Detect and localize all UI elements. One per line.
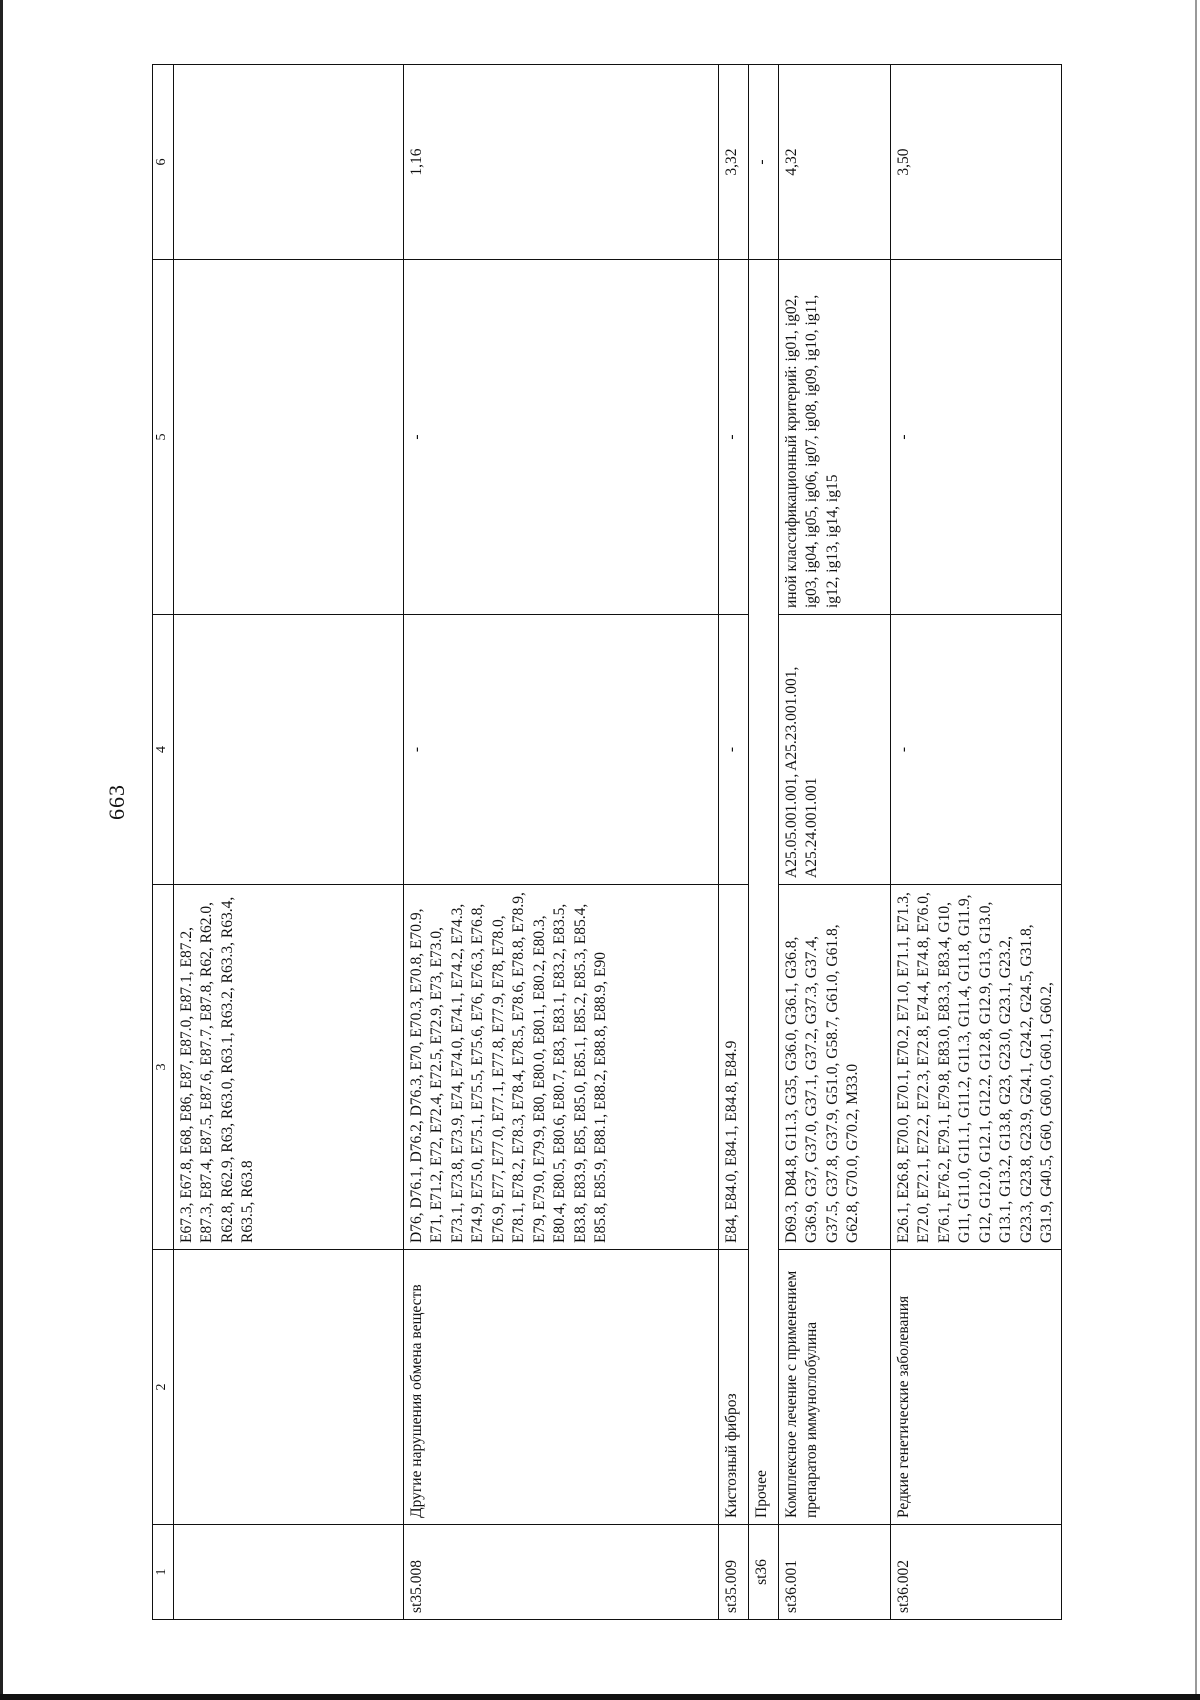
name-cell: Редкие генетические заболевания xyxy=(891,1250,1062,1525)
name-cell xyxy=(174,1250,404,1525)
table-row xyxy=(779,65,891,1620)
tariff-table-frame xyxy=(152,65,1062,1620)
criteria-cell: - xyxy=(891,260,1062,615)
section-title-cell: Прочее xyxy=(749,260,779,1525)
scan-edge-right xyxy=(1195,0,1197,1700)
col-header-3: 3 xyxy=(153,885,174,1250)
col-header-6: 6 xyxy=(153,65,174,260)
name-cell: Кистозный фиброз xyxy=(719,1250,749,1525)
services-cell: - xyxy=(719,615,749,885)
services-cell: - xyxy=(404,615,719,885)
coefficient-cell: 3,32 xyxy=(719,65,749,260)
code-cell: st35.009 xyxy=(719,1525,749,1620)
diagnoses-cell: E26.1, E26.8, E70.0, E70.1, E70.2, E71.0, E71.1, E71.3, E72.0, E72.1, E72.2, E72.3, E72.8, E74.4, E74.8, E76.0, E76.1, E76.2, E79.1, E79.8, E83.0, E83.3, E83.4, G10, G11, G11.0, G11.1, G11.2, G11.3, G11.4, G11.8, G11.9, G12, G12.0, G12.1, G12.2, G12.8, G12.9, G13, G13.0, G13.1, G13.2, G13.8, G23, G23.0, G23.1, G23.2, G23.3, G23.8, G23.9, G24.1, G24.2, G24.5, G31.8, G31.9, G40.5, G60, G60.0, G60.1, G60.2, xyxy=(891,885,1062,1250)
coefficient-cell: 1,16 xyxy=(404,65,719,260)
diagnoses-cell: E84, E84.0, E84.1, E84.8, E84.9 xyxy=(719,885,749,1250)
col-header-1: 1 xyxy=(153,1525,174,1620)
criteria-cell: иной классификационный критерий: ig01, ig02, ig03, ig04, ig05, ig06, ig07, ig08, ig09, ig10, ig11, ig12, ig13, ig14, ig15 xyxy=(779,260,891,615)
diagnoses-cell: D69.3, D84.8, G11.3, G35, G36.0, G36.1, G36.8, G36.9, G37, G37.0, G37.1, G37.2, G37.3, G37.4, G37.5, G37.8, G37.9, G51.0, G58.7, G61.0, G61.8, G62.8, G70.0, G70.2, M33.0 xyxy=(779,885,891,1250)
coefficient-cell: 3,50 xyxy=(891,65,1062,260)
header-row xyxy=(153,65,174,1620)
scan-edge-bottom xyxy=(0,1694,1200,1700)
code-cell: st36.002 xyxy=(891,1525,1062,1620)
services-cell xyxy=(174,615,404,885)
table-row xyxy=(891,65,1062,1620)
col-header-4: 4 xyxy=(153,615,174,885)
code-cell: st36.001 xyxy=(779,1525,891,1620)
coefficient-cell xyxy=(174,65,404,260)
diagnoses-cell: D76, D76.1, D76.2, D76.3, E70, E70.3, E70.8, E70.9, E71, E71.2, E72, E72.4, E72.5, E72.9, E73, E73.0, E73.1, E73.8, E73.9, E74, E74.0, E74.1, E74.2, E74.3, E74.9, E75.0, E75.1, E75.5, E75.6, E76, E76.3, E76.8, E76.9, E77, E77.0, E77.1, E77.8, E77.9, E78, E78.0, E78.1, E78.2, E78.3, E78.4, E78.5, E78.6, E78.8, E78.9, E79, E79.0, E79.9, E80, E80.0, E80.1, E80.2, E80.3, E80.4, E80.5, E80.6, E80.7, E83, E83.1, E83.2, E83.5, E83.8, E83.9, E85, E85.0, E85.1, E85.2, E85.3, E85.4, E85.8, E85.9, E88.1, E88.2, E88.8, E88.9, E90 xyxy=(404,885,719,1250)
diagnoses-cell: E67.3, E67.8, E68, E86, E87, E87.0, E87.1, E87.2, E87.3, E87.4, E87.5, E87.6, E87.7, E87.8, R62, R62.0, R62.8, R62.9, R63, R63.0, R63.1, R63.2, R63.3, R63.4, R63.5, R63.8 xyxy=(174,885,404,1250)
page-number: 663 xyxy=(104,784,129,820)
code-cell: st35.008 xyxy=(404,1525,719,1620)
criteria-cell: - xyxy=(404,260,719,615)
col-header-2: 2 xyxy=(153,1250,174,1525)
name-cell: Комплексное лечение с применением препаратов иммуноглобулина xyxy=(779,1250,891,1525)
criteria-cell: - xyxy=(719,260,749,615)
coefficient-cell: - xyxy=(749,65,779,260)
table-row xyxy=(719,65,749,1620)
table-row xyxy=(404,65,719,1620)
services-cell: A25.05.001.001, A25.23.001.001, A25.24.001.001 xyxy=(779,615,891,885)
tariff-table xyxy=(152,64,1062,1620)
code-cell xyxy=(174,1525,404,1620)
services-cell: - xyxy=(891,615,1062,885)
section-code-cell: st36 xyxy=(749,1525,779,1620)
scan-edge-left xyxy=(0,0,3,1700)
name-cell: Другие нарушения обмена веществ xyxy=(404,1250,719,1525)
coefficient-cell: 4,32 xyxy=(779,65,891,260)
criteria-cell xyxy=(174,260,404,615)
section-row xyxy=(749,65,779,1620)
table-row xyxy=(174,65,404,1620)
col-header-5: 5 xyxy=(153,260,174,615)
